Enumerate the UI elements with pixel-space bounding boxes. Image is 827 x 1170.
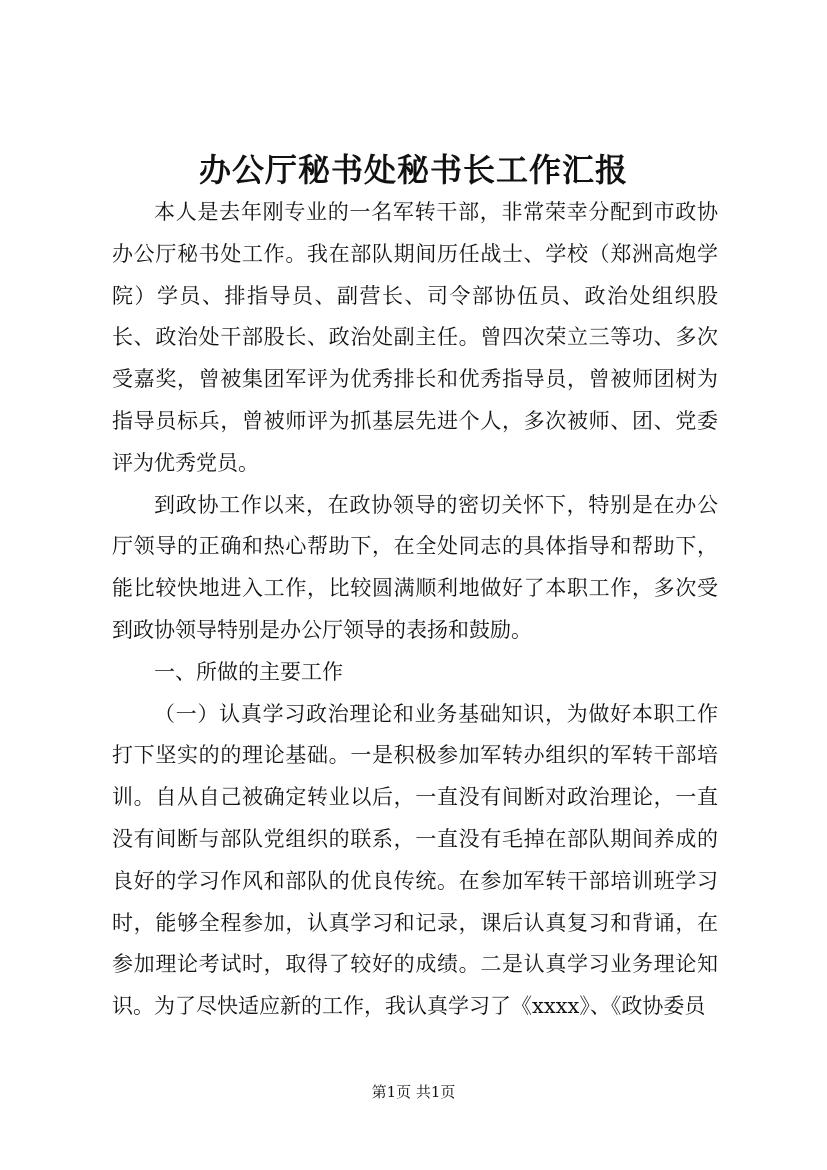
document-body — [112, 192, 718, 1028]
paragraph-study: （一）认真学习政治理论和业务基础知识，为做好本职工作打下坚实的的理论基础。一是积极参加军转办组织的军转干部培训。自从自己被确定转业以后，一直没有间断对政治理论，一直没有间断与部队党组织的联系，一直没有毛掉在部队期间养成的良好的学习作风和部队的优良传统。在参加军转干部培训班学习时，能够全程参加，认真学习和记录，课后认真复习和背诵，在参加理论考试时，取得了较好的成绩。二是认真学习业务理论知识。为了尽快适应新的工作，我认真学习了《xxxx》、《政协委员 — [112, 701, 718, 1019]
paragraph-work-summary: 到政协工作以来，在政协领导的密切关怀下，特别是在办公厅领导的正确和热心帮助下，在全处同志的具体指导和帮助下，能比较快地进入工作，比较圆满顺利地做好了本职工作，多次受到政协领导特别是办公厅领导的表扬和鼓励。 — [112, 492, 718, 642]
document-title: 办公厅秘书处秘书长工作汇报 — [198, 151, 628, 189]
paragraph-intro: 本人是去年刚专业的一名军转干部，非常荣幸分配到市政协办公厅秘书处工作。我在部队期间历任战士、学校（郑洲高炮学院）学员、排指导员、副营长、司令部协伍员、政治处组织股长、政治处干部股长、政治处副主任。曾四次荣立三等功、多次受嘉奖，曾被集团军评为优秀排长和优秀指导员，曾被师团树为指导员标兵，曾被师评为抓基层先进个人，多次被师、团、党委评为优秀党员。 — [112, 200, 718, 475]
section-heading-main-work: 一、所做的主要工作 — [154, 659, 343, 684]
page-footer: 第1页 共1页 — [371, 1083, 456, 1101]
